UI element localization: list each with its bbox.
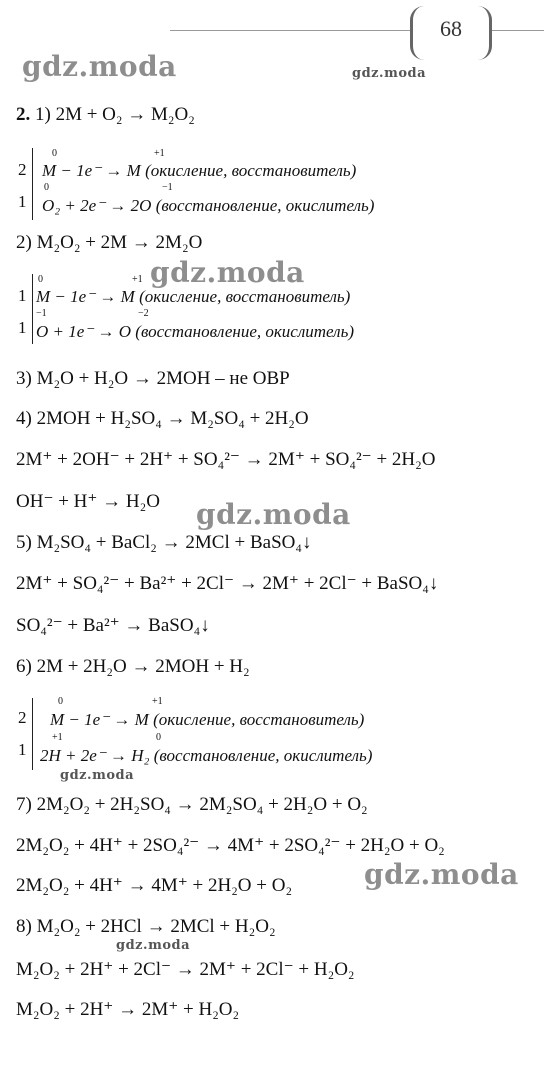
reaction-equation: 6) 2M + 2H₂O → 2MOH + H₂ bbox=[16, 656, 250, 677]
ionic-equation-full: 2M₂O₂ + 4H⁺ + 2SO₄²⁻ → 4M⁺ + 2SO₄²⁻ + 2H₂O + O₂ bbox=[16, 835, 445, 856]
oxidation-state: +1 bbox=[132, 274, 143, 285]
header-rule-right bbox=[486, 30, 544, 31]
balance-coef: 2 bbox=[18, 160, 27, 179]
balance-bar bbox=[32, 274, 33, 344]
balance-coef: 1 bbox=[18, 318, 27, 337]
balance-coef: 1 bbox=[18, 286, 27, 305]
oxidation-state: 0 bbox=[58, 696, 63, 707]
ionic-equation-short: 2M₂O₂ + 4H⁺ → 4M⁺ + 2H₂O + O₂ bbox=[16, 875, 293, 896]
reaction-equation: 2) M₂O₂ + 2M → 2M₂O bbox=[16, 232, 203, 253]
oxidation-state: 0 bbox=[44, 182, 49, 193]
balance-bar bbox=[32, 148, 33, 220]
watermark: gdz.moda bbox=[60, 768, 135, 783]
reaction-equation: 1) 2M + O₂ → M₂O₂ bbox=[35, 104, 195, 125]
ionic-equation-short: M₂O₂ + 2H⁺ → 2M⁺ + H₂O₂ bbox=[16, 999, 240, 1020]
reaction-equation: 3) M₂O + H₂O → 2MOH – не ОВР bbox=[16, 368, 290, 389]
electron-balance bbox=[14, 696, 484, 772]
reaction-equation: 4) 2MOH + H₂SO₄ → M₂SO₄ + 2H₂O bbox=[16, 408, 309, 429]
half-reaction: O + 1e⁻ → O (восстановление, окислитель) bbox=[36, 322, 354, 341]
electron-balance bbox=[14, 272, 484, 346]
oxidation-state: −1 bbox=[162, 182, 173, 193]
oxidation-state: 0 bbox=[52, 148, 57, 159]
ionic-equation-full: 2M⁺ + 2OH⁻ + 2H⁺ + SO₄²⁻ → 2M⁺ + SO₄²⁻ + 2H₂O bbox=[16, 449, 436, 470]
half-reaction: M − 1e⁻ → M (окисление, восстановитель) bbox=[50, 710, 365, 729]
electron-balance bbox=[14, 146, 484, 222]
oxidation-state: 0 bbox=[156, 732, 161, 743]
balance-coef: 1 bbox=[18, 192, 27, 211]
watermark: gdz.moda bbox=[150, 256, 305, 289]
ionic-equation-full: 2M⁺ + SO₄²⁻ + Ba²⁺ + 2Cl⁻ → 2M⁺ + 2Cl⁻ + BaSO₄↓ bbox=[16, 573, 439, 594]
page-number: 68 bbox=[440, 16, 462, 41]
half-reaction: O₂ + 2e⁻ → 2O (восстановление, окислитель) bbox=[42, 196, 375, 215]
watermark: gdz.moda bbox=[196, 498, 351, 531]
oxidation-state: −2 bbox=[138, 308, 149, 319]
reaction-equation: 7) 2M₂O₂ + 2H₂SO₄ → 2M₂SO₄ + 2H₂O + O₂ bbox=[16, 794, 368, 815]
balance-coef: 2 bbox=[18, 708, 27, 727]
oxidation-state: −1 bbox=[36, 308, 47, 319]
task-number: 2. bbox=[16, 104, 31, 125]
watermark: gdz.moda bbox=[22, 50, 177, 83]
ionic-equation-short: SO₄²⁻ + Ba²⁺ → BaSO₄↓ bbox=[16, 615, 210, 636]
header-rule-left bbox=[170, 30, 410, 31]
half-reaction: 2H + 2e⁻ → H₂ (восстановление, окислитель) bbox=[40, 746, 373, 765]
reaction-equation: 5) M₂SO₄ + BaCl₂ → 2MCl + BaSO₄↓ bbox=[16, 532, 312, 553]
watermark: gdz.moda bbox=[352, 66, 427, 81]
page-number-box bbox=[410, 6, 492, 60]
ionic-equation-full: M₂O₂ + 2H⁺ + 2Cl⁻ → 2M⁺ + 2Cl⁻ + H₂O₂ bbox=[16, 959, 355, 980]
balance-bar bbox=[32, 698, 33, 770]
half-reaction: M − 1e⁻ → M (окисление, восстановитель) bbox=[42, 161, 357, 180]
oxidation-state: 0 bbox=[38, 274, 43, 285]
reaction-equation: 8) M₂O₂ + 2HCl → 2MCl + H₂O₂ bbox=[16, 916, 276, 937]
oxidation-state: +1 bbox=[152, 696, 163, 707]
task-line bbox=[16, 104, 195, 126]
watermark: gdz.moda bbox=[364, 858, 519, 891]
watermark: gdz.moda bbox=[116, 938, 191, 953]
ionic-equation-short: OH⁻ + H⁺ → H₂O bbox=[16, 491, 161, 512]
half-reaction: M − 1e⁻ → M (окисление, восстановитель) bbox=[36, 287, 351, 306]
oxidation-state: +1 bbox=[52, 732, 63, 743]
balance-coef: 1 bbox=[18, 740, 27, 759]
oxidation-state: +1 bbox=[154, 148, 165, 159]
